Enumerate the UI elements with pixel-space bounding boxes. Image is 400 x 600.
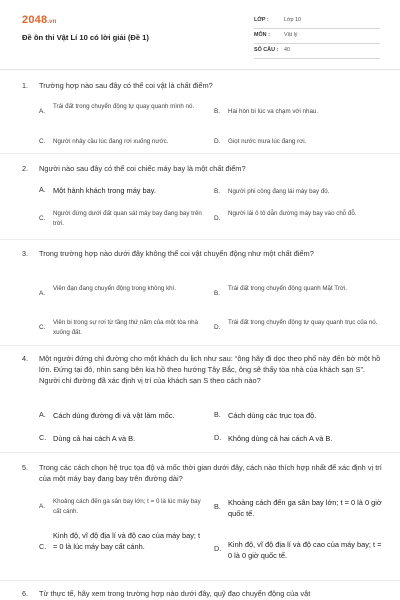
question-number: 6.: [22, 589, 28, 598]
question-4: [22, 353, 382, 453]
question-5: [22, 462, 382, 582]
question-text: Người nào sau đây có thể coi chiếc máy bay là một chất điểm?: [39, 164, 246, 173]
meta-count: [254, 44, 380, 59]
option-letter: D.: [214, 138, 221, 145]
option-letter: B.: [214, 108, 221, 115]
option-text: Người lái ô tô dẫn đường máy bay vào chỗ đỗ.: [228, 210, 357, 217]
option-letter: B.: [214, 410, 221, 419]
option-letter: D.: [214, 324, 221, 331]
option-letter: D.: [214, 433, 222, 442]
option-letter: A.: [39, 290, 46, 297]
option-text: Khoảng cách đến ga sân bay lớn; t = 0 là 0 giờ quốc tế.: [228, 498, 382, 518]
option-text: Hai hòn bi lúc va chạm với nhau.: [228, 108, 319, 115]
question-number: 3.: [22, 249, 28, 258]
option-text: Dùng cả hai cách A và B.: [53, 434, 136, 443]
option-letter: A.: [39, 108, 46, 115]
option-letter: C.: [39, 324, 46, 331]
option-text: Cách dùng đường đi và vật làm mốc.: [53, 411, 175, 420]
question-number: 5.: [22, 463, 28, 472]
option-text: Cách dùng các trục tọa độ.: [228, 411, 317, 420]
option-letter: C.: [39, 138, 46, 145]
question-number: 1.: [22, 81, 28, 90]
meta-subject-label: MÔN :: [254, 32, 270, 38]
question-divider: [0, 239, 400, 240]
option-text: Người phi công đang lái máy bay đó.: [228, 188, 330, 195]
question-3: [22, 248, 382, 348]
option-text: Kinh độ, vĩ độ địa lí và độ cao của máy bay; t = 0 là lúc máy bay cất cánh.: [53, 531, 201, 551]
question-2: [22, 163, 382, 243]
question-1: [22, 80, 382, 160]
meta-count-value: 40: [284, 47, 290, 53]
question-text: Trong các cách chọn hệ trục tọa độ và mốc thời gian dưới đây, cách nào thích hợp nhất để xác định vị trí của một máy bay đang bay trên đường dài?: [39, 463, 382, 483]
option-text: Trái đất trong chuyển động tự quay quanh mình nó.: [53, 103, 195, 110]
question-divider: [0, 452, 400, 453]
option-text: Viên bi trong sự rơi từ tầng thứ năm của một tòa nhà xuống đất.: [53, 319, 199, 336]
option-text: Trái đất trong chuyển động tự quay quanh trục của nó.: [228, 319, 378, 326]
page-header: [0, 0, 400, 62]
logo-text: 2048: [22, 14, 48, 26]
meta-class: [254, 14, 380, 29]
option-letter: C.: [39, 542, 47, 551]
logo-suffix: .vn: [47, 19, 57, 25]
meta-subject-value: Vật lý: [284, 32, 298, 38]
option-text: Không dùng cả hai cách A và B.: [228, 434, 333, 443]
question-number: 4.: [22, 354, 28, 363]
option-letter: C.: [39, 433, 47, 442]
option-text: Viên đạn đang chuyển động trong không khí.: [53, 285, 177, 292]
option-letter: D.: [214, 544, 222, 553]
option-letter: B.: [214, 502, 221, 511]
meta-subject: [254, 29, 380, 44]
option-text: Người đứng dưới đất quan sát máy bay đang bay trên trời.: [53, 210, 202, 227]
meta-class-label: LỚP :: [254, 17, 269, 23]
option-letter: A.: [39, 410, 46, 419]
question-text: Trong trường hợp nào dưới đây không thể coi vật chuyển động như một chất điểm?: [39, 249, 314, 258]
option-letter: D.: [214, 215, 221, 222]
question-text: Từ thực tế, hãy xem trong trường hợp nào dưới đây, quỹ đạo chuyển động của vật: [39, 589, 311, 598]
site-logo[interactable]: [22, 14, 57, 26]
header-divider: [0, 69, 400, 70]
option-letter: C.: [39, 215, 46, 222]
option-text: Giọt nước mưa lúc đang rơi.: [228, 138, 307, 145]
option-letter: B.: [214, 290, 221, 297]
question-number: 2.: [22, 164, 28, 173]
question-6: [22, 588, 382, 600]
option-text: Một hành khách trong máy bay.: [53, 186, 156, 195]
question-text: Trường hợp nào sau đây có thể coi vật là chất điểm?: [39, 81, 213, 90]
option-text: Khoảng cách đến ga sân bay lớn; t = 0 là lúc máy bay cất cánh.: [53, 498, 201, 515]
option-letter: A.: [39, 185, 46, 194]
meta-class-value: Lớp 10: [284, 17, 302, 23]
question-divider: [0, 345, 400, 346]
meta-count-label: SỐ CÂU :: [254, 47, 279, 53]
page-title: Đề ôn thi Vật Lí 10 có lời giải (Đề 1): [22, 33, 149, 42]
option-letter: A.: [39, 503, 46, 510]
question-text: Một người đứng chỉ đường cho một khách du lịch như sau: “ông hãy đi dọc theo phố này đến bờ một hồ lớn. Đứng tại đó, nhìn sang bên kia hồ theo hướng Tây Bắc, ông sẽ thấy tòa nhà của khách sạn S”. Người chỉ đường đã xác định vị trí của khách sạn S theo cách nào?: [39, 354, 381, 385]
question-divider: [0, 580, 400, 581]
question-divider: [0, 153, 400, 154]
option-text: Người nhảy cầu lúc đang rơi xuống nước.: [53, 138, 169, 145]
option-text: Trái đất trong chuyển động quanh Mặt Trời.: [228, 285, 348, 292]
option-letter: B.: [214, 188, 221, 195]
option-text: Kinh độ, vĩ độ địa lí và độ cao của máy bay; t = 0 là 0 giờ quốc tế.: [228, 540, 382, 560]
